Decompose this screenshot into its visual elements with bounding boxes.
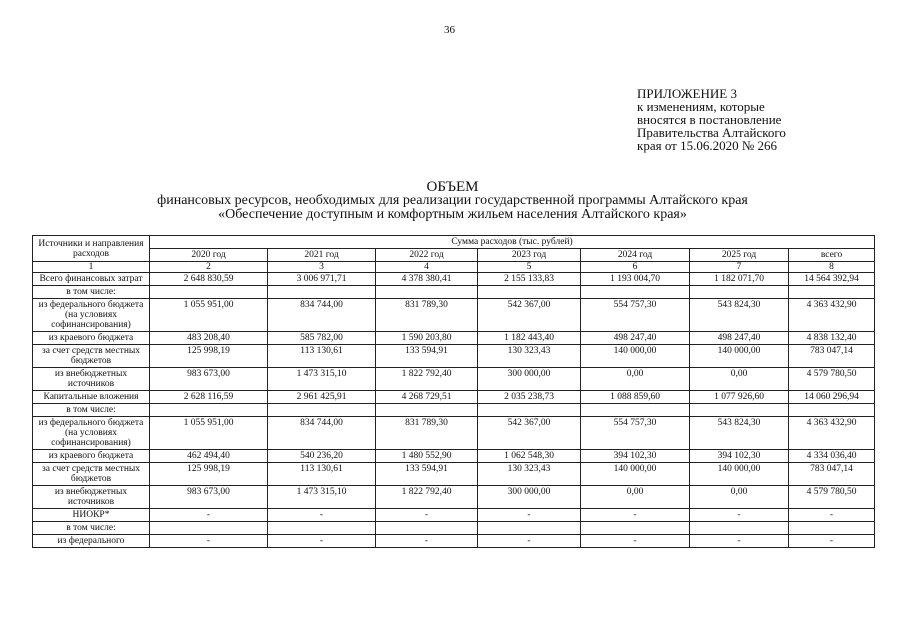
row-value: 1 822 792,40 [376, 368, 478, 391]
row-value [789, 286, 875, 299]
row-value: 834 744,00 [268, 417, 376, 450]
table-row [33, 404, 875, 417]
row-value [690, 286, 789, 299]
row-value [478, 286, 581, 299]
row-value: 543 824,30 [690, 417, 789, 450]
row-value: - [268, 535, 376, 548]
row-value [268, 404, 376, 417]
row-value: - [789, 509, 875, 522]
row-label: из федерального [33, 535, 150, 548]
row-value: 113 130,61 [268, 345, 376, 368]
row-value: 2 648 830,59 [150, 273, 268, 286]
row-value: - [478, 509, 581, 522]
table-row [33, 417, 875, 450]
row-value: 0,00 [581, 368, 690, 391]
appendix-line: к изменениям, которые [637, 99, 765, 114]
sum-column-header: Сумма расходов (тыс. рублей) [150, 236, 875, 249]
row-value: 125 998,19 [150, 345, 268, 368]
table-row [33, 286, 875, 299]
row-value: 140 000,00 [581, 345, 690, 368]
row-value [268, 522, 376, 535]
row-value: - [581, 535, 690, 548]
table-body [33, 273, 875, 548]
row-value [581, 522, 690, 535]
row-value: 783 047,14 [789, 345, 875, 368]
row-value: - [581, 509, 690, 522]
row-value: 834 744,00 [268, 299, 376, 332]
row-label: из внебюджетных источников [33, 486, 150, 509]
document-title [0, 180, 905, 222]
row-value: 300 000,00 [478, 368, 581, 391]
row-value: 140 000,00 [690, 463, 789, 486]
column-index: 6 [581, 262, 690, 273]
table-row [33, 463, 875, 486]
row-value [690, 404, 789, 417]
year-header: 2025 год [690, 249, 789, 262]
page-number: 36 [444, 24, 455, 36]
row-value: 540 236,20 [268, 450, 376, 463]
year-header-row [33, 249, 875, 262]
row-value [150, 286, 268, 299]
row-value: 1 062 548,30 [478, 450, 581, 463]
row-value: - [150, 535, 268, 548]
row-label: за счет средств местных бюджетов [33, 463, 150, 486]
row-value [789, 404, 875, 417]
table-row [33, 391, 875, 404]
appendix-block [637, 87, 786, 152]
row-value: 394 102,30 [690, 450, 789, 463]
row-value: 1 055 951,00 [150, 299, 268, 332]
source-column-header: Источники и направления расходов [33, 236, 150, 262]
index-header-row [33, 262, 875, 273]
row-value: - [376, 509, 478, 522]
row-value: 3 006 971,71 [268, 273, 376, 286]
row-value: - [690, 535, 789, 548]
row-value: 0,00 [690, 368, 789, 391]
row-value: - [690, 509, 789, 522]
row-value [376, 404, 478, 417]
table-row [33, 332, 875, 345]
row-label: в том числе: [33, 404, 150, 417]
table-row [33, 522, 875, 535]
row-value: 4 268 729,51 [376, 391, 478, 404]
row-value: 498 247,40 [581, 332, 690, 345]
row-value [690, 522, 789, 535]
table-row [33, 535, 875, 548]
row-value: - [478, 535, 581, 548]
row-value: 462 494,40 [150, 450, 268, 463]
row-value: 300 000,00 [478, 486, 581, 509]
row-value: 1 822 792,40 [376, 486, 478, 509]
row-value: 1 077 926,60 [690, 391, 789, 404]
row-value: 1 473 315,10 [268, 486, 376, 509]
row-value: 113 130,61 [268, 463, 376, 486]
row-value: - [789, 535, 875, 548]
row-label: из федерального бюджета (на условиях софинансирования) [33, 417, 150, 450]
row-value: 554 757,30 [581, 417, 690, 450]
row-value: 4 363 432,90 [789, 417, 875, 450]
column-index: 1 [33, 262, 150, 273]
row-value [581, 286, 690, 299]
row-value: 1 088 859,60 [581, 391, 690, 404]
row-value: 394 102,30 [581, 450, 690, 463]
row-value: 4 579 780,50 [789, 368, 875, 391]
row-value: 133 594,91 [376, 345, 478, 368]
appendix-line: края от 15.06.2020 № 266 [637, 138, 777, 153]
year-header: 2021 год [268, 249, 376, 262]
row-value: 125 998,19 [150, 463, 268, 486]
column-index: 8 [789, 262, 875, 273]
row-value: - [268, 509, 376, 522]
row-label: в том числе: [33, 522, 150, 535]
table-row [33, 273, 875, 286]
table-row [33, 509, 875, 522]
column-index: 4 [376, 262, 478, 273]
column-index: 3 [268, 262, 376, 273]
row-label: из федерального бюджета (на условиях софинансирования) [33, 299, 150, 332]
year-header: 2022 год [376, 249, 478, 262]
row-value: 1 590 203,80 [376, 332, 478, 345]
row-value: 783 047,14 [789, 463, 875, 486]
row-value: 1 182 071,70 [690, 273, 789, 286]
row-label: Всего финансовых затрат [33, 273, 150, 286]
row-value: 543 824,30 [690, 299, 789, 332]
table-row [33, 368, 875, 391]
row-value: 4 334 036,40 [789, 450, 875, 463]
row-value: 2 961 425,91 [268, 391, 376, 404]
row-value: 2 628 116,59 [150, 391, 268, 404]
appendix-line: вносятся в постановление [637, 112, 782, 127]
row-label: в том числе: [33, 286, 150, 299]
row-value: 4 378 380,41 [376, 273, 478, 286]
row-value: 14 564 392,94 [789, 273, 875, 286]
row-value: 0,00 [690, 486, 789, 509]
row-value: 133 594,91 [376, 463, 478, 486]
row-value [581, 404, 690, 417]
row-value: 140 000,00 [690, 345, 789, 368]
row-value [268, 286, 376, 299]
column-index: 7 [690, 262, 789, 273]
row-value: 542 367,00 [478, 299, 581, 332]
row-value: 831 789,30 [376, 299, 478, 332]
row-value: 1 473 315,10 [268, 368, 376, 391]
table-row [33, 486, 875, 509]
title-line: «Обеспечение доступным и комфортным жильем населения Алтайского края» [218, 207, 687, 222]
budget-table [32, 235, 875, 548]
table-row [33, 345, 875, 368]
column-index: 5 [478, 262, 581, 273]
appendix-line: Правительства Алтайского [637, 125, 786, 140]
row-value: 140 000,00 [581, 463, 690, 486]
row-label: из краевого бюджета [33, 450, 150, 463]
row-value [789, 522, 875, 535]
title-line: ОБЪЕМ [426, 179, 479, 195]
row-label: из внебюджетных источников [33, 368, 150, 391]
row-value: 4 363 432,90 [789, 299, 875, 332]
row-label: НИОКР* [33, 509, 150, 522]
row-value: 542 367,00 [478, 417, 581, 450]
row-value [478, 404, 581, 417]
row-value: 2 155 133,83 [478, 273, 581, 286]
row-value: 1 480 552,90 [376, 450, 478, 463]
row-value: - [376, 535, 478, 548]
row-label: из краевого бюджета [33, 332, 150, 345]
row-value: 983 673,00 [150, 486, 268, 509]
row-value: 1 055 951,00 [150, 417, 268, 450]
row-value: 585 782,00 [268, 332, 376, 345]
title-line: финансовых ресурсов, необходимых для реализации государственной программы Алтайского края [157, 193, 748, 208]
year-header: всего [789, 249, 875, 262]
row-value: 498 247,40 [690, 332, 789, 345]
row-value: 483 208,40 [150, 332, 268, 345]
column-index: 2 [150, 262, 268, 273]
row-value: 1 193 004,70 [581, 273, 690, 286]
year-header: 2020 год [150, 249, 268, 262]
row-value: - [150, 509, 268, 522]
row-value: 4 838 132,40 [789, 332, 875, 345]
table-row [33, 299, 875, 332]
row-value: 831 789,30 [376, 417, 478, 450]
row-value: 130 323,43 [478, 345, 581, 368]
table-row [33, 450, 875, 463]
row-value [150, 522, 268, 535]
appendix-line: ПРИЛОЖЕНИЕ 3 [637, 86, 737, 101]
row-value: 0,00 [581, 486, 690, 509]
year-header: 2023 год [478, 249, 581, 262]
row-value: 2 035 238,73 [478, 391, 581, 404]
row-value: 983 673,00 [150, 368, 268, 391]
row-label: Капитальные вложения [33, 391, 150, 404]
row-value: 554 757,30 [581, 299, 690, 332]
row-value: 1 182 443,40 [478, 332, 581, 345]
row-label: за счет средств местных бюджетов [33, 345, 150, 368]
row-value [150, 404, 268, 417]
row-value: 4 579 780,50 [789, 486, 875, 509]
row-value [478, 522, 581, 535]
row-value: 14 060 296,94 [789, 391, 875, 404]
row-value [376, 522, 478, 535]
row-value: 130 323,43 [478, 463, 581, 486]
row-value [376, 286, 478, 299]
year-header: 2024 год [581, 249, 690, 262]
